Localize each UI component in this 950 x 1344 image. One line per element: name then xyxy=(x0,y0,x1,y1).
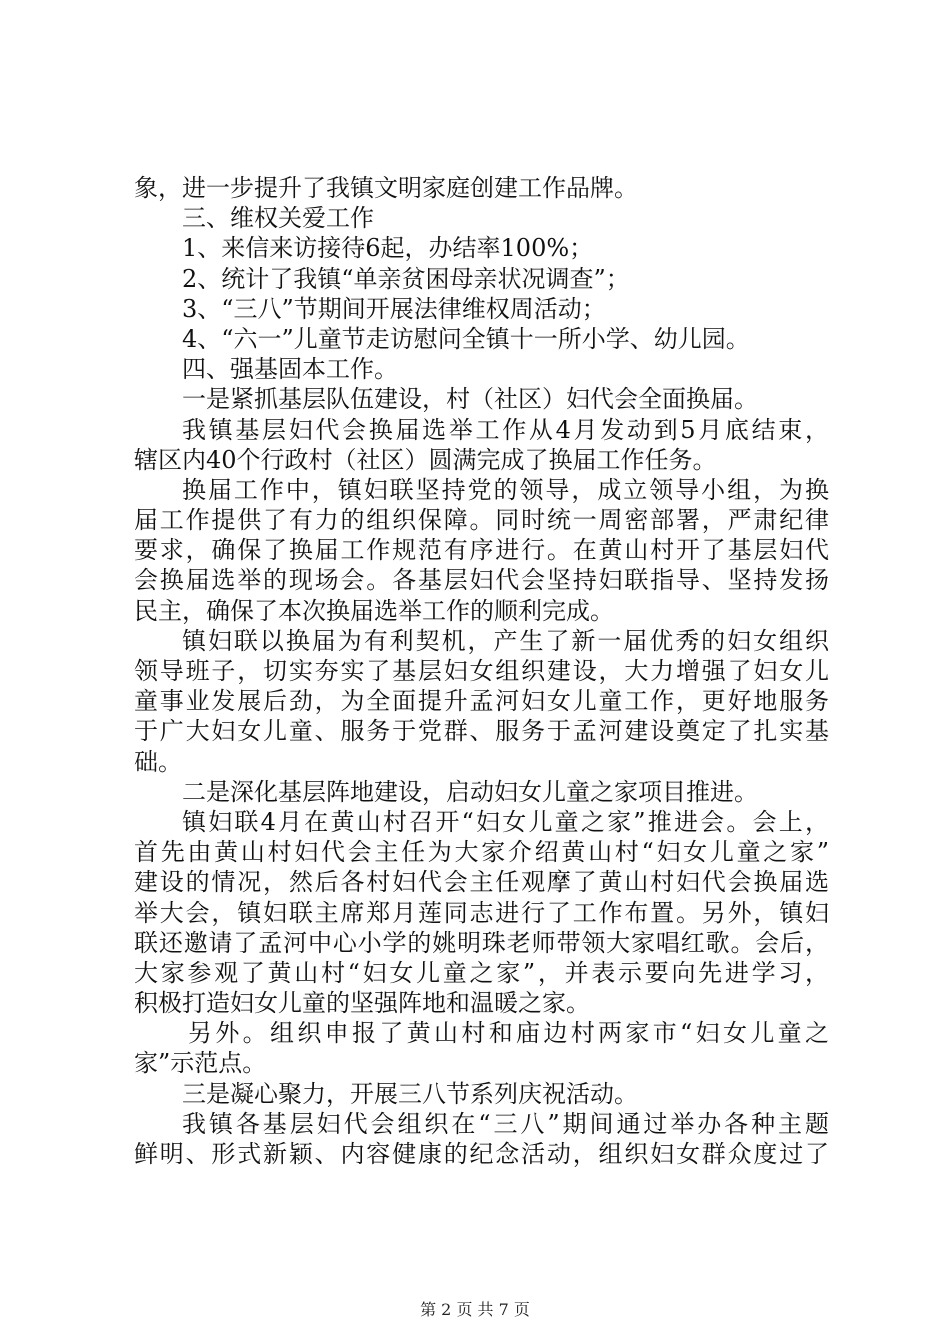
paragraph-line: 要求，确保了换届工作规范有序进行。在黄山村开了基层妇代 xyxy=(134,536,829,565)
paragraph-line: 届工作提供了有力的组织保障。同时统一周密部署，严肃纪律 xyxy=(134,506,829,535)
paragraph-line: 于广大妇女儿童、服务于党群、服务于孟河建设奠定了扎实基 xyxy=(134,717,829,746)
paragraph-line: 象，进一步提升了我镇文明家庭创建工作品牌。 xyxy=(134,174,638,202)
subsection-heading: 二是深化基层阵地建设，启动妇女儿童之家项目推进。 xyxy=(182,777,758,806)
list-item: 1、来信来访接待6起，办结率100%； xyxy=(182,234,594,263)
paragraph-line: 大家参观了黄山村“妇女儿童之家”，并表示要向先进学习， xyxy=(134,958,829,987)
paragraph-line: 领导班子，切实夯实了基层妇女组织建设，大力增强了妇女儿 xyxy=(134,657,829,685)
paragraph-line: 童事业发展后劲，为全面提升孟河妇女儿童工作，更好地服务 xyxy=(134,687,829,716)
list-item: 4、“六一”儿童节走访慰问全镇十一所小学、幼儿园。 xyxy=(182,324,750,353)
list-item: 2、统计了我镇“单亲贫困母亲状况调查”； xyxy=(182,264,630,293)
paragraph-line: 辖区内40个行政村（社区）圆满完成了换届工作任务。 xyxy=(134,445,717,474)
document-body xyxy=(134,173,829,1169)
paragraph-line: 建设的情况，然后各村妇代会主任观摩了黄山村妇代会换届选 xyxy=(134,868,829,897)
paragraph-line: 举大会，镇妇联主席郑月莲同志进行了工作布置。另外，镇妇 xyxy=(134,898,829,927)
paragraph-line: 联还邀请了孟河中心小学的姚明珠老师带领大家唱红歌。会后， xyxy=(134,928,829,957)
paragraph-line: 础。 xyxy=(134,747,182,776)
paragraph-line: 民主，确保了本次换届选举工作的顺利完成。 xyxy=(134,596,614,625)
page-number: 第 2 页 共 7 页 xyxy=(420,1300,530,1319)
list-item: 3、“三八”节期间开展法律维权周活动； xyxy=(182,294,606,323)
subsection-heading: 一是紧抓基层队伍建设，村（社区）妇代会全面换届。 xyxy=(182,385,758,414)
paragraph-line: 积极打造妇女儿童的坚强阵地和温暖之家。 xyxy=(134,989,590,1018)
paragraph-line: 另外。组织申报了黄山村和庙边村两家市“妇女儿童之 xyxy=(188,1019,829,1048)
section-heading: 四、强基固本工作。 xyxy=(182,355,398,384)
paragraph-line: 家”示范点。 xyxy=(134,1049,267,1078)
paragraph-line: 镇妇联4月在黄山村召开“妇女儿童之家”推进会。会上， xyxy=(182,807,829,836)
subsection-heading: 三是凝心聚力，开展三八节系列庆祝活动。 xyxy=(182,1079,638,1108)
paragraph-line: 镇妇联以换届为有利契机，产生了新一届优秀的妇女组织 xyxy=(182,626,829,655)
paragraph-line: 换届工作中，镇妇联坚持党的领导，成立领导小组，为换 xyxy=(182,475,829,504)
paragraph-line: 会换届选举的现场会。各基层妇代会坚持妇联指导、坚持发扬 xyxy=(134,566,829,595)
paragraph-line: 我镇各基层妇代会组织在“三八”期间通过举办各种主题 xyxy=(182,1109,829,1138)
paragraph-line: 鲜明、形式新颖、内容健康的纪念活动，组织妇女群众度过了 xyxy=(134,1140,829,1168)
paragraph-line: 我镇基层妇代会换届选举工作从4月发动到5月底结束， xyxy=(182,415,829,444)
section-heading: 三、维权关爱工作 xyxy=(182,204,374,233)
paragraph-line: 首先由黄山村妇代会主任为大家介绍黄山村“妇女儿童之家” xyxy=(134,838,829,867)
